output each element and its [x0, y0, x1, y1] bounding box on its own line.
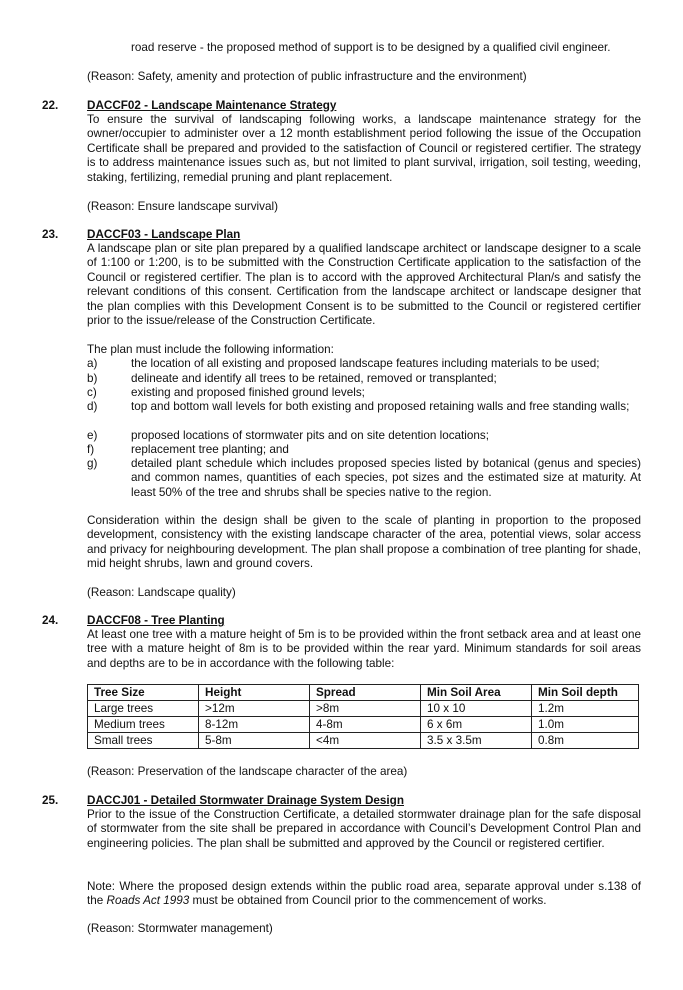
list-item-letter: e) [87, 429, 98, 442]
table-cell: 10 x 10 [421, 701, 532, 717]
condition-24-number: 24. [42, 614, 59, 627]
condition-24-body: At least one tree with a mature height of 5m is to be provided within the front setback area and at least one tree with a mature height of 8m is to be provided within the rear yard. Minimum standards for soil areas and depths are to be in accordance with the following table: [87, 628, 641, 670]
table-cell: >12m [199, 701, 310, 717]
condition-24-heading: DACCF08 - Tree Planting [87, 614, 225, 627]
note-text-end: must be obtained from Council prior to the commencement of works. [189, 894, 547, 908]
list-item-letter: b) [87, 372, 98, 385]
table-cell: 1.0m [532, 717, 639, 733]
condition-23-consideration: Consideration within the design shall be given to the scale of planting in proportion to the proposed development, consistency with the existing landscape character of the area, potential views, solar access and privacy for neighbouring development. The plan shall propose a combination of tree planting for shade, mid height shrubs, lawn and ground covers. [87, 514, 641, 571]
condition-25-number: 25. [42, 794, 59, 807]
list-item-text: delineate and identify all trees to be retained, removed or transplanted; [131, 372, 497, 385]
condition-25-reason: (Reason: Stormwater management) [87, 922, 273, 935]
list-item-c [87, 386, 641, 400]
table-cell: Medium trees [88, 717, 199, 733]
list-item-text: existing and proposed finished ground levels; [131, 386, 365, 399]
condition-23-body: A landscape plan or site plan prepared by a qualified landscape architect or landscape designer to a scale of 1:100 or 1:200, is to be submitted with the Construction Certificate application to the satisfaction of the Council or registered certifier. The plan is to accord with the approved Architectural Plan/s and satisfy the relevant conditions of this consent. Certification from the landscape architect or landscape designer that the plan complies with this Development Consent is to be submitted to the Council or registered certifier prior to the issue/release of the Construction Certificate. [87, 242, 641, 328]
condition-22-body: To ensure the survival of landscaping following works, a landscape maintenance strategy for the owner/occupier to administer over a 12 month establishment period following the issue of the Occupation Certificate shall be prepared and provided to the satisfaction of Council or registered certifier. The strategy is to address maintenance issues such as, but not limited to plant survival, irrigation, soil testing, weeding, staking, fertilizing, remedial pruning and plant replacement. [87, 113, 641, 184]
list-item-letter: d) [87, 400, 98, 413]
intro-continuation: road reserve - the proposed method of support is to be designed by a qualified civil engineer. [131, 41, 611, 54]
list-item-d [87, 400, 641, 429]
table-cell: 0.8m [532, 733, 639, 749]
list-item-text: the location of all existing and proposed landscape features including materials to be used; [131, 357, 600, 370]
condition-23-heading: DACCF03 - Landscape Plan [87, 228, 241, 241]
list-item-letter: c) [87, 386, 97, 399]
column-header: Min Soil depth [532, 685, 639, 701]
column-header: Spread [310, 685, 421, 701]
note-text-start: Note: Where the proposed design extends within the public road area, separate approval under s.138 of the [87, 880, 641, 908]
table-cell: 5-8m [199, 733, 310, 749]
table-cell: <4m [310, 733, 421, 749]
list-item-f [87, 443, 641, 457]
table-cell: 3.5 x 3.5m [421, 733, 532, 749]
table-cell: 8-12m [199, 717, 310, 733]
list-item-text: replacement tree planting; and [131, 443, 289, 456]
table-cell: 4-8m [310, 717, 421, 733]
soil-standards-table [87, 684, 639, 749]
list-item-text: detailed plant schedule which includes proposed species listed by botanical (genus and species) and common names, quantities of each species, pot sizes and the estimated size at maturity. At least 50% of the tree and shrubs shall be species native to the region. [131, 457, 641, 499]
list-item-text: top and bottom wall levels for both existing and proposed retaining walls and free standing walls; [131, 400, 630, 413]
column-header: Min Soil Area [421, 685, 532, 701]
list-item-letter: g) [87, 457, 98, 470]
table-cell: Small trees [88, 733, 199, 749]
condition-24-reason: (Reason: Preservation of the landscape character of the area) [87, 765, 408, 778]
table-cell: Large trees [88, 701, 199, 717]
list-item-text: proposed locations of stormwater pits and on site detention locations; [131, 429, 489, 442]
table-row [88, 717, 639, 733]
table-row [88, 733, 639, 749]
list-item-g [87, 457, 641, 501]
list-item-b [87, 372, 641, 386]
intro-reason: (Reason: Safety, amenity and protection of public infrastructure and the environment) [87, 70, 527, 83]
table-cell: >8m [310, 701, 421, 717]
condition-22-heading: DACCF02 - Landscape Maintenance Strategy [87, 99, 337, 112]
condition-25-heading: DACCJ01 - Detailed Stormwater Drainage System Design [87, 794, 404, 807]
table-cell: 1.2m [532, 701, 639, 717]
condition-23-reason: (Reason: Landscape quality) [87, 586, 236, 599]
table-row [88, 701, 639, 717]
condition-25-note [87, 880, 641, 909]
list-item-a [87, 357, 641, 371]
condition-23-list-intro: The plan must include the following information: [87, 343, 334, 356]
table-header-row [88, 685, 639, 701]
list-item-letter: a) [87, 357, 98, 370]
condition-22-reason: (Reason: Ensure landscape survival) [87, 200, 278, 213]
list-item-e [87, 429, 641, 443]
table-cell: 6 x 6m [421, 717, 532, 733]
condition-23-number: 23. [42, 228, 59, 241]
list-item-letter: f) [87, 443, 95, 456]
column-header: Height [199, 685, 310, 701]
note-act-title: Roads Act 1993 [106, 894, 190, 908]
condition-25-body: Prior to the issue of the Construction Certificate, a detailed stormwater drainage plan for the safe disposal of stormwater from the site shall be prepared in accordance with Council’s Development Control Plan and engineering policies. The plan shall be submitted and approved by the Council or registered certifier. [87, 808, 641, 850]
condition-22-number: 22. [42, 99, 59, 112]
column-header: Tree Size [88, 685, 199, 701]
